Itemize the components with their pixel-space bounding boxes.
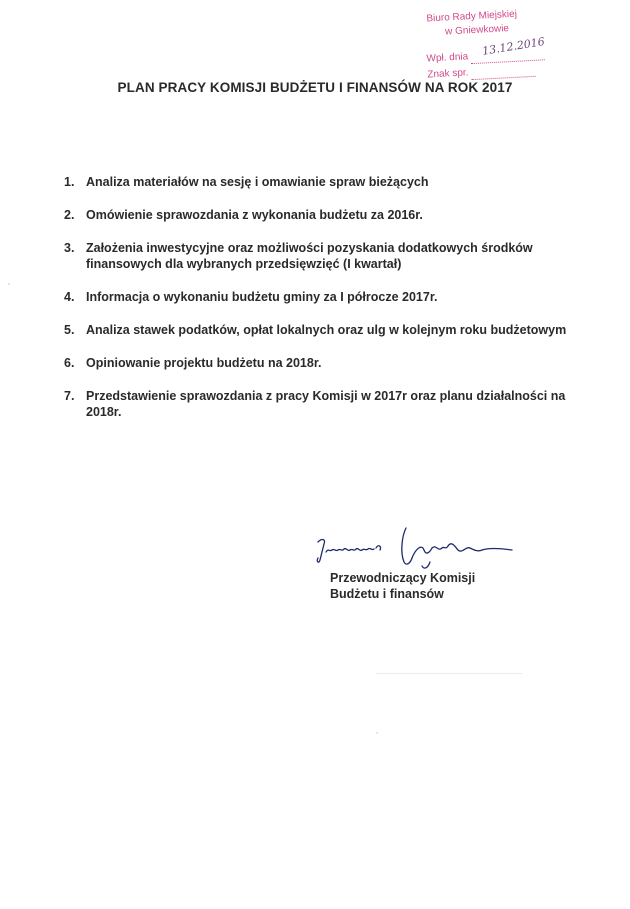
agenda-list (64, 174, 604, 437)
signatory-block (330, 570, 475, 602)
signatory-title-line2: Budżetu i finansów (330, 587, 444, 601)
agenda-item-number: 1. (64, 175, 75, 189)
agenda-item (64, 289, 604, 305)
agenda-item-text: Analiza stawek podatków, opłat lokalnych oraz ulg w kolejnym roku budżetowym (86, 323, 567, 337)
registry-stamp (416, 6, 570, 88)
scan-artifact-speck (376, 732, 378, 734)
agenda-item-text: Założenia inwestycyjne oraz możliwości pozyskania dodatkowych środków finansowych dla wybranych przedsięwzięć (I kwartał) (86, 241, 533, 271)
signatory-title-line1: Przewodniczący Komisji (330, 571, 476, 585)
stamp-ref-label: Znak spr. (427, 67, 469, 81)
stamp-office-name: Biuro Rady Miejskiej (426, 8, 518, 25)
agenda-item-text: Analiza materiałów na sesję i omawianie spraw bieżących (86, 175, 429, 189)
scan-artifact-speck (8, 283, 10, 285)
agenda-item-text: Omówienie sprawozdania z wykonania budżetu za 2016r. (86, 208, 423, 222)
agenda-item-number: 3. (64, 241, 75, 255)
stamp-received-label: Wpł. dnia (426, 51, 469, 65)
agenda-item-number: 6. (64, 356, 75, 370)
agenda-item (64, 388, 604, 420)
agenda-item-text: Informacja o wykonaniu budżetu gminy za I półrocze 2017r. (86, 290, 438, 304)
agenda-item-number: 7. (64, 389, 75, 403)
agenda-item (64, 355, 604, 371)
agenda-item (64, 322, 604, 338)
stamp-office-location: w Gniewkowie (444, 23, 510, 38)
handwritten-signature (312, 522, 522, 572)
document-title: PLAN PRACY KOMISJI BUDŻETU I FINANSÓW NA ROK 2017 (117, 80, 513, 95)
agenda-item-number: 2. (64, 208, 75, 222)
agenda-item-text: Przedstawienie sprawozdania z pracy Komisji w 2017r oraz planu działalności na 2018r. (86, 389, 566, 419)
agenda-item (64, 207, 604, 223)
stamp-ref-dotted-line (472, 75, 536, 79)
stamp-received-date: 13.12.2016 (481, 35, 546, 58)
scan-artifact-line (376, 673, 522, 674)
agenda-item-text: Opiniowanie projektu budżetu na 2018r. (86, 356, 322, 370)
agenda-item-number: 4. (64, 290, 75, 304)
signature-drawing (312, 522, 522, 572)
agenda-item (64, 240, 604, 272)
agenda-item-number: 5. (64, 323, 75, 337)
agenda-item (64, 174, 604, 190)
